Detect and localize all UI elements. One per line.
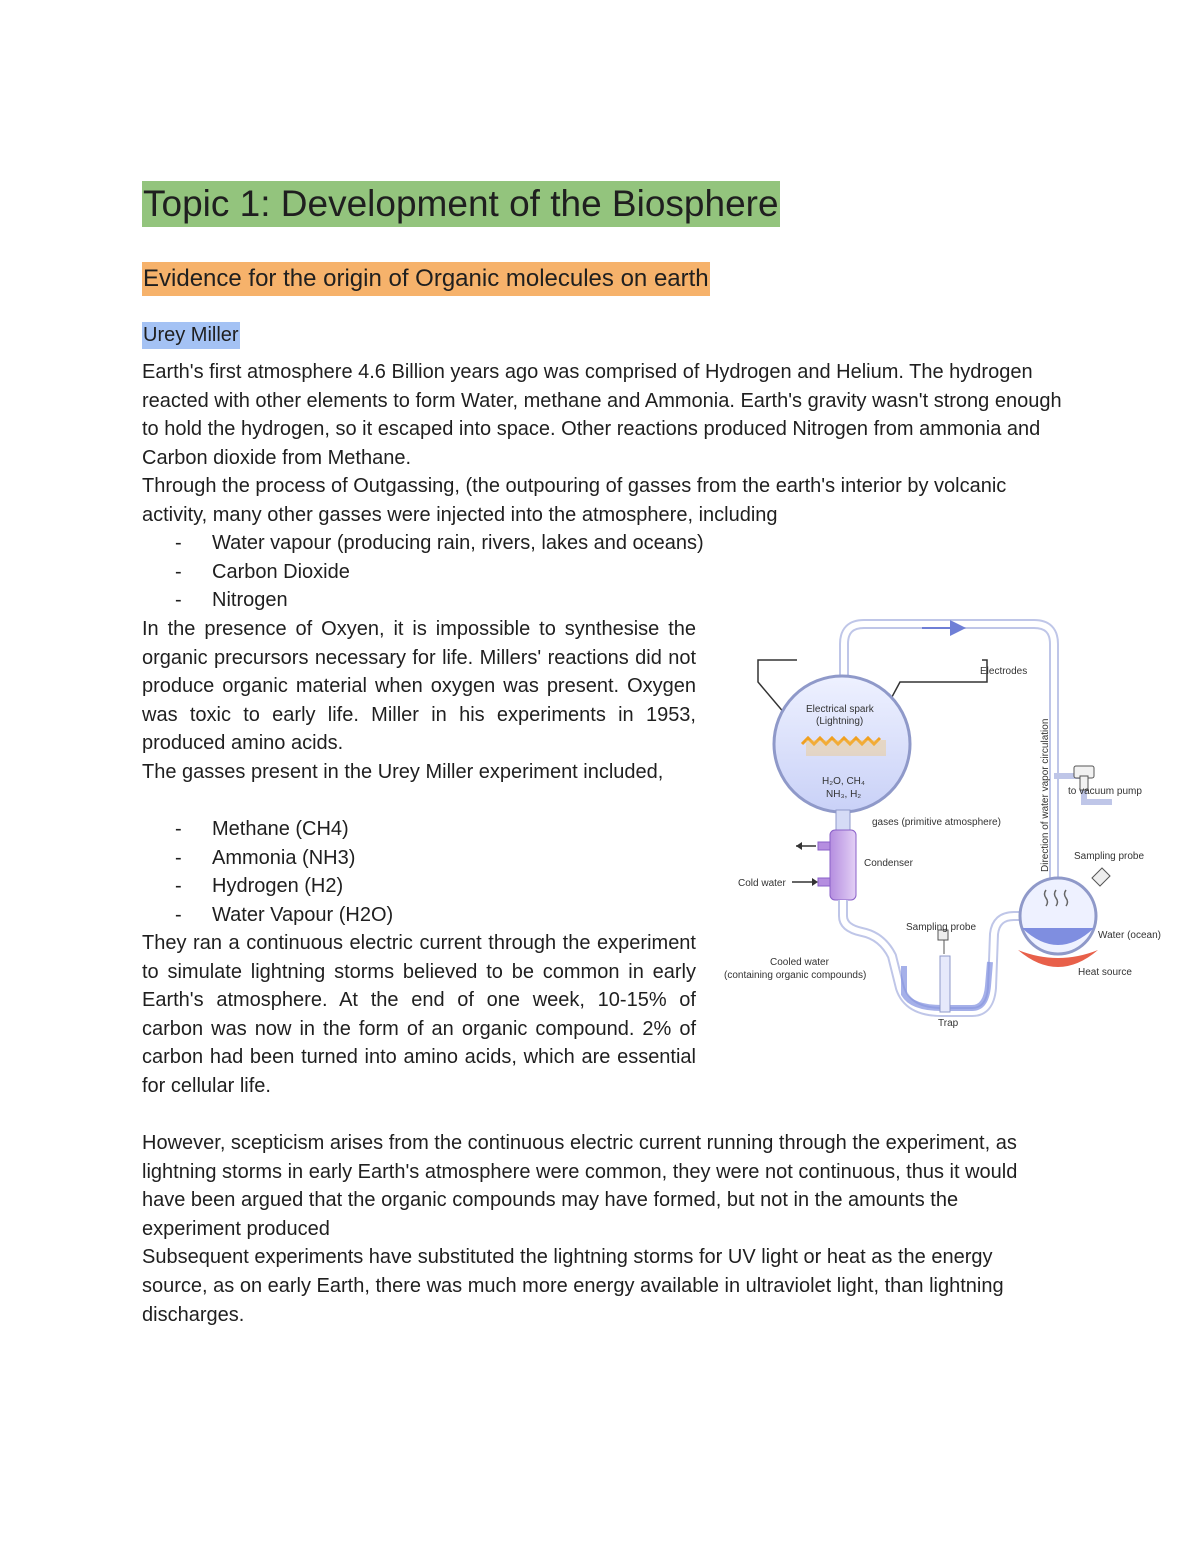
gasses-intro: The gasses present in the Urey Miller experiment included,	[142, 760, 664, 783]
miller-urey-apparatus-diagram	[722, 616, 1172, 1036]
trap-stem	[940, 956, 950, 1012]
condenser	[830, 830, 856, 900]
gasses-list	[142, 815, 393, 929]
sampling-probe-top-label: Sampling probe	[1074, 851, 1145, 862]
list-item: - Methane (CH4)	[142, 815, 393, 844]
cold-water-label: Cold water	[738, 878, 786, 889]
list-item: - Water vapour (producing rain, rivers, lakes and oceans)	[142, 529, 704, 558]
list-item: - Carbon Dioxide	[142, 558, 704, 587]
gases-label: gases (primitive atmosphere)	[872, 817, 1001, 828]
intro-paragraph-2: Through the process of Outgassing, (the outpouring of gasses from the earth's interior by volcanic activity, many other gasses were injected into the atmosphere, including	[142, 475, 1007, 526]
vacuum-label: to vacuum pump	[1068, 786, 1142, 797]
trap-label: Trap	[938, 1018, 959, 1029]
conclusion-block	[142, 1129, 1062, 1329]
list-item: - Water Vapour (H2O)	[142, 901, 393, 930]
electrodes-label: Electrodes	[980, 666, 1028, 677]
water-ocean-label: Water (ocean)	[1098, 930, 1161, 941]
condenser-label: Condenser	[864, 858, 913, 869]
oxygen-paragraph: In the presence of Oxyen, it is impossible to synthesise the organic precursors necessary for life. Millers' reactions did not produce organic material when oxygen was present. Oxygen was toxic to early life. Miller in his experiments in 1953, produced amino acids.	[142, 618, 696, 755]
sampling-probe-top-icon	[1092, 868, 1110, 886]
page-title: Topic 1: Development of the Biosphere	[142, 181, 780, 227]
cooled-water-label-1: Cooled water	[770, 957, 829, 968]
outgassing-list	[142, 529, 704, 615]
list-item: - Ammonia (NH3)	[142, 844, 393, 873]
spark-label-1: Electrical spark	[806, 704, 874, 715]
subsequent-paragraph: Subsequent experiments have substituted the lightning storms for UV light or heat as the energy source, as on early Earth, there was much more energy available in ultraviolet light, than lightning discharges.	[142, 1246, 1004, 1326]
heat-source-label: Heat source	[1078, 967, 1132, 978]
sampling-probe-icon	[938, 930, 948, 954]
list-item: - Hydrogen (H2)	[142, 872, 393, 901]
current-block	[142, 929, 696, 1101]
direction-label: Direction of water vapor circulation	[1040, 718, 1051, 872]
section-heading: Evidence for the origin of Organic molecules on earth	[142, 262, 710, 296]
oxygen-block	[142, 615, 696, 787]
flask-neck	[836, 810, 850, 830]
list-item: - Nitrogen	[142, 586, 704, 615]
spark-label-2: (Lightning)	[816, 716, 864, 727]
cooled-water-label-2: (containing organic compounds)	[724, 970, 867, 981]
intro-block	[142, 358, 1062, 530]
intro-paragraph-1: Earth's first atmosphere 4.6 Billion years ago was comprised of Hydrogen and Helium. The hydrogen reacted with other elements to form Water, methane and Ammonia. Earth's gravity wasn't strong enough to hold the hydrogen, so it escaped into space. Other reactions produced Nitrogen from ammonia and Carbon dioxide from Methane.	[142, 361, 1062, 469]
sampling-probe-mid-label: Sampling probe	[906, 922, 977, 933]
scepticism-paragraph: However, scepticism arises from the continuous electric current running through the experiment, as lightning storms in early Earth's atmosphere were common, they were not continuous, thus it would have been argued that the organic compounds may have formed, but not in the amounts the experiment produced	[142, 1132, 1018, 1240]
gas-formula-2: NH₃, H₂	[826, 789, 862, 800]
current-paragraph: They ran a continuous electric current through the experiment to simulate lightning storms believed to be common in early Earth's atmosphere. At the end of one week, 10-15% of carbon was now in the form of an organic compound. 2% of carbon had been turned into amino acids, which are essential for cellular life.	[142, 932, 696, 1097]
gas-formula-1: H₂O, CH₄	[822, 776, 865, 787]
subsection-heading: Urey Miller	[142, 322, 240, 349]
